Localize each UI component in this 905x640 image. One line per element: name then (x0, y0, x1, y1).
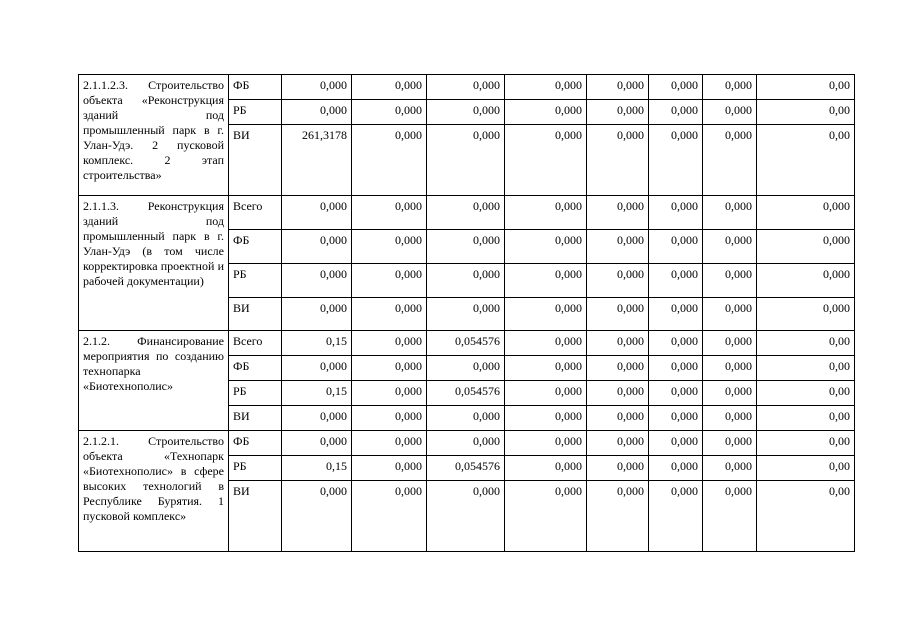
value-cell: 0,000 (505, 264, 587, 298)
value-cell: 0,000 (352, 331, 427, 356)
value-cell: 0,000 (352, 481, 427, 552)
value-cell: 0,000 (703, 381, 757, 406)
value-cell: 0,000 (587, 456, 649, 481)
value-cell: 0,000 (352, 100, 427, 125)
value-cell: 0,00 (757, 75, 855, 100)
funding-source-cell: ВИ (229, 481, 282, 552)
value-cell: 0,000 (282, 75, 352, 100)
value-cell: 0,15 (282, 456, 352, 481)
value-cell: 0,000 (757, 230, 855, 264)
value-cell: 0,00 (757, 125, 855, 196)
value-cell: 0,000 (352, 196, 427, 230)
value-cell: 0,000 (703, 331, 757, 356)
funding-source-cell: РБ (229, 264, 282, 298)
value-cell: 0,000 (505, 356, 587, 381)
value-cell: 0,000 (703, 431, 757, 456)
value-cell: 0,000 (703, 230, 757, 264)
funding-source-cell: РБ (229, 456, 282, 481)
table-body (79, 75, 855, 552)
value-cell: 0,000 (427, 356, 505, 381)
value-cell: 0,000 (587, 230, 649, 264)
value-cell: 0,000 (587, 431, 649, 456)
funding-source-cell: РБ (229, 381, 282, 406)
value-cell: 0,000 (427, 230, 505, 264)
value-cell: 0,000 (282, 100, 352, 125)
value-cell: 0,000 (649, 456, 703, 481)
value-cell: 0,000 (427, 125, 505, 196)
value-cell: 0,000 (427, 75, 505, 100)
value-cell: 0,000 (703, 406, 757, 431)
value-cell: 0,000 (587, 331, 649, 356)
value-cell: 0,000 (649, 406, 703, 431)
funding-source-cell: РБ (229, 100, 282, 125)
value-cell: 0,000 (282, 481, 352, 552)
value-cell: 0,000 (587, 481, 649, 552)
value-cell: 0,00 (757, 431, 855, 456)
value-cell: 0,000 (587, 196, 649, 230)
activity-name-cell: 2.1.2.1. Строительство объекта «Технопарк «Биотехнополис» в сфере высоких технологий в Республике Бурятия. 1 пусковой комплекс» (79, 431, 229, 552)
value-cell: 0,000 (587, 298, 649, 331)
value-cell: 0,000 (282, 230, 352, 264)
value-cell: 0,000 (352, 230, 427, 264)
value-cell: 0,000 (352, 356, 427, 381)
value-cell: 0,000 (703, 125, 757, 196)
activity-name-cell: 2.1.1.2.3. Строительство объекта «Реконструкция зданий под промышленный парк в г. Улан-Удэ. 2 пусковой комплекс. 2 этап строительства» (79, 75, 229, 196)
value-cell: 0,000 (505, 196, 587, 230)
value-cell: 0,000 (703, 456, 757, 481)
value-cell: 0,000 (352, 406, 427, 431)
value-cell: 0,000 (505, 406, 587, 431)
value-cell: 0,000 (505, 100, 587, 125)
funding-source-cell: Всего (229, 331, 282, 356)
value-cell: 0,000 (282, 298, 352, 331)
value-cell: 0,000 (587, 125, 649, 196)
value-cell: 0,000 (427, 196, 505, 230)
value-cell: 0,00 (757, 381, 855, 406)
value-cell: 0,000 (427, 100, 505, 125)
value-cell: 0,000 (505, 381, 587, 406)
funding-source-cell: Всего (229, 196, 282, 230)
value-cell: 0,000 (587, 75, 649, 100)
value-cell: 0,00 (757, 331, 855, 356)
value-cell: 0,000 (649, 75, 703, 100)
value-cell: 0,000 (757, 264, 855, 298)
value-cell: 0,000 (505, 230, 587, 264)
table-row (79, 331, 855, 356)
value-cell: 0,000 (352, 381, 427, 406)
value-cell: 0,00 (757, 406, 855, 431)
value-cell: 0,000 (703, 196, 757, 230)
value-cell: 0,00 (757, 481, 855, 552)
value-cell: 0,000 (649, 431, 703, 456)
value-cell: 0,000 (282, 196, 352, 230)
table-row (79, 431, 855, 456)
value-cell: 0,000 (587, 264, 649, 298)
value-cell: 0,000 (649, 381, 703, 406)
value-cell: 0,054576 (427, 456, 505, 481)
value-cell: 0,000 (427, 406, 505, 431)
value-cell: 0,00 (757, 100, 855, 125)
value-cell: 0,000 (427, 264, 505, 298)
value-cell: 0,000 (703, 481, 757, 552)
value-cell: 0,000 (505, 331, 587, 356)
activity-name-cell: 2.1.1.3. Реконструкция зданий под промышленный парк в г. Улан-Удэ (в том числе корректировка проектной и рабочей документации) (79, 196, 229, 331)
value-cell: 0,000 (427, 481, 505, 552)
funding-source-cell: ВИ (229, 125, 282, 196)
value-cell: 0,15 (282, 331, 352, 356)
funding-source-cell: ФБ (229, 230, 282, 264)
value-cell: 0,000 (757, 196, 855, 230)
value-cell: 0,000 (587, 381, 649, 406)
value-cell: 0,000 (427, 431, 505, 456)
value-cell: 0,000 (352, 456, 427, 481)
value-cell: 0,000 (505, 431, 587, 456)
financing-table (78, 74, 855, 552)
value-cell: 261,3178 (282, 125, 352, 196)
funding-source-cell: ФБ (229, 431, 282, 456)
value-cell: 0,000 (703, 356, 757, 381)
value-cell: 0,054576 (427, 331, 505, 356)
table-row (79, 196, 855, 230)
funding-source-cell: ВИ (229, 298, 282, 331)
funding-source-cell: ФБ (229, 75, 282, 100)
value-cell: 0,15 (282, 381, 352, 406)
value-cell: 0,000 (703, 100, 757, 125)
value-cell: 0,000 (505, 125, 587, 196)
value-cell: 0,000 (352, 264, 427, 298)
table-row (79, 75, 855, 100)
value-cell: 0,000 (282, 356, 352, 381)
value-cell: 0,000 (505, 298, 587, 331)
value-cell: 0,00 (757, 356, 855, 381)
funding-source-cell: ФБ (229, 356, 282, 381)
value-cell: 0,000 (352, 298, 427, 331)
value-cell: 0,000 (352, 125, 427, 196)
value-cell: 0,000 (352, 431, 427, 456)
value-cell: 0,000 (282, 264, 352, 298)
funding-source-cell: ВИ (229, 406, 282, 431)
value-cell: 0,000 (649, 481, 703, 552)
value-cell: 0,000 (649, 264, 703, 298)
value-cell: 0,000 (587, 356, 649, 381)
value-cell: 0,000 (757, 298, 855, 331)
value-cell: 0,000 (649, 298, 703, 331)
value-cell: 0,000 (587, 100, 649, 125)
value-cell: 0,000 (282, 431, 352, 456)
value-cell: 0,000 (505, 481, 587, 552)
value-cell: 0,000 (649, 125, 703, 196)
value-cell: 0,000 (352, 75, 427, 100)
value-cell: 0,000 (703, 298, 757, 331)
value-cell: 0,000 (703, 264, 757, 298)
value-cell: 0,000 (505, 456, 587, 481)
value-cell: 0,054576 (427, 381, 505, 406)
value-cell: 0,000 (649, 100, 703, 125)
value-cell: 0,000 (282, 406, 352, 431)
value-cell: 0,000 (649, 196, 703, 230)
activity-name-cell: 2.1.2. Финансирование мероприятия по созданию технопарка «Биотехнополис» (79, 331, 229, 431)
value-cell: 0,000 (587, 406, 649, 431)
value-cell: 0,00 (757, 456, 855, 481)
value-cell: 0,000 (427, 298, 505, 331)
value-cell: 0,000 (505, 75, 587, 100)
value-cell: 0,000 (703, 75, 757, 100)
value-cell: 0,000 (649, 356, 703, 381)
value-cell: 0,000 (649, 230, 703, 264)
value-cell: 0,000 (649, 331, 703, 356)
